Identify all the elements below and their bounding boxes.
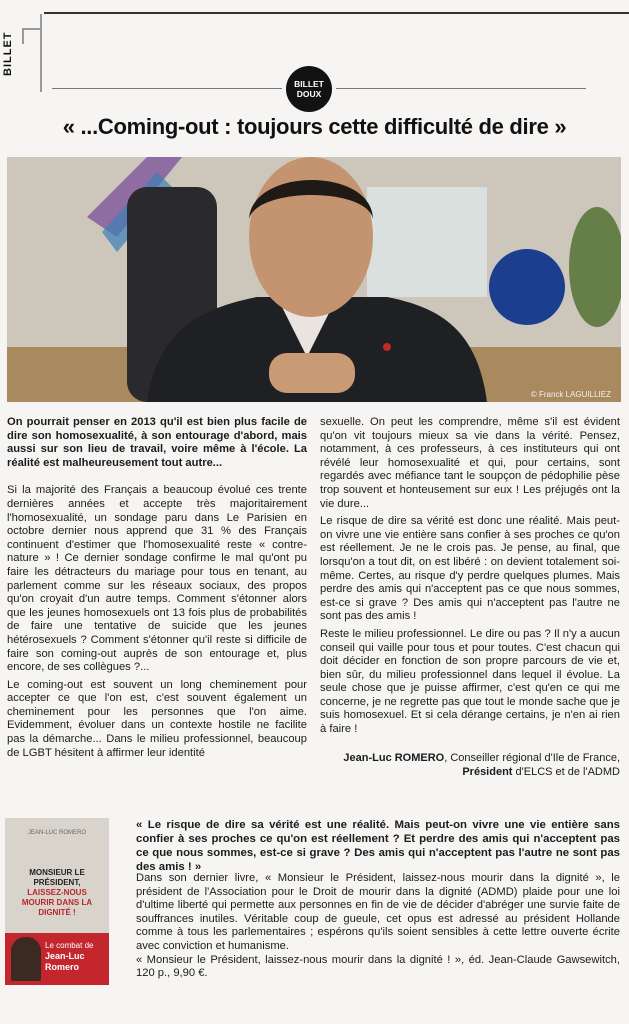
article-paragraph: Le risque de dire sa vérité est donc une réalité. Mais peut-on vivre une vie entière sans confier à ses proches ce qu'on est réellement. Je ne le crois pas. Je pense, au final, que lorsqu'on a tout dit, on est libéré : on devient totalement soi-même. Certes, au risque d'y perdre quelques plumes. Mais perdre des amis qui n'acceptent pas ce que nous sommes, est-ce si grave ? Des amis qui n'acceptent pas l'autre ne sont pas des amis ! [320,515,620,623]
portrait-photo [7,157,621,402]
article-right-column [320,416,620,779]
book-reference: « Monsieur le Président, laissez-nous mourir dans la dignité ! », éd. Jean-Claude Gawsewitch, 120 p., 9,90 €. [136,953,620,980]
pull-quote: « Le risque de dire sa vérité est une réalité. Mais peut-on vivre une vie entière sans confier à ses proches ce qu'on est réellement ? Et perdre des amis qui n'acceptent pas ce que nous sommes, est-ce si grave ? Des amis qui n'acceptent pas l'autre ne sont pas des amis ! » [136,819,620,873]
badge-line1: BILLET [294,79,324,89]
badge-rule-left [52,88,282,89]
signature-name: Jean-Luc ROMERO [343,751,445,764]
book-subtitle-line1: Le combat de [45,941,94,950]
section-label: BILLET [2,31,14,76]
article-left-column [7,416,307,764]
book-subtitle-line2: Jean-Luc Romero [45,951,85,972]
signature-orgs: d'ELCS et de l'ADMD [512,765,620,778]
section-tab-hook [22,28,42,44]
portrait-illustration [7,157,621,402]
article-lead: On pourrait penser en 2013 qu'il est bien plus facile de dire son homosexualité, à son entourage d'abord, mais aussi sur son lieu de travail, voire même à l'école. La réalité est malheureusement tout autre... [7,416,307,469]
signature-role: , Conseiller régional d'Ile de France, [444,751,620,764]
book-author-portrait [11,937,41,981]
badge-rule-right [336,88,586,89]
book-description-paragraph: Dans son dernier livre, « Monsieur le Président, laissez-nous mourir dans la dignité », le président de l'Association pour le Droit de mourir dans la dignité (ADMD) plaide pour une loi d'ultime liberté qui permette aux personnes en fin de vie de décider d'abréger une survie faite de souffrances inutiles. Véritable coup de gueule, cet opus est adressé au président Hollande comme à tous les parlementaires ; espérons qu'ils soient sensibles à cette lettre ouverte écrite avec conviction et humanisme. [136,872,620,952]
book-title-line1: MONSIEUR LE PRÉSIDENT, [29,868,85,887]
billet-doux-badge [286,66,332,112]
headline: « ...Coming-out : toujours cette difficulté de dire » [62,114,567,139]
section-tab [0,14,44,92]
article-paragraph: sexuelle. On peut les comprendre, même s'il est évident qu'on vit toujours mieux sa vie dans la vérité. Pensez, notamment, à ces professeurs, à ces instituteurs qui ont révélé leur homosexualité et qui, pour certains, sont regardés avec méfiance tant le soupçon de pédophilie pèse trop souvent et honteusement sur eux ! Les préjugés ont la vie dure... [320,416,620,510]
signature-president: Président [462,765,513,778]
article-paragraph: Si la majorité des Français a beaucoup évolué ces trente dernières années et accepte très majoritairement l'homosexualité, un sondage paru dans Le Parisien en octobre dernier nous apprend que 31 % des Français continuent d'estimer que l'homosexualité reste « contre-nature » ! Ce dernier sondage confirme le mal qu'ont pu faire les détracteurs du mariage pour tous en tenant, au parlement comme sur les réseaux sociaux, des propos qu'on croyait d'un autre temps. Comment s'étonner alors que les jeunes homosexuels ont 13 fois plus de probabilités de faire une tentative de suicide que les jeunes hétérosexuels ? Comment s'étonner qu'il reste si difficile de faire son coming-out auprès de son entourage et, plus encore, de ses collègues ?... [7,484,307,674]
article-paragraph: Le coming-out est souvent un long cheminement pour accepter ce que l'on est, c'est souvent également un cheminement pour les personnes que l'on aime. Evidemment, évoluer dans un contexte hostile ne facilite pas la démarche... Dans le milieu professionnel, beaucoup de LGBT hésitent à affirmer leur identité [7,678,307,759]
signature [320,751,620,779]
badge-line2: DOUX [296,89,322,99]
book-cover [5,818,109,985]
top-rule [44,12,629,14]
book-author: JEAN-LUC ROMERO [27,830,86,836]
book-description [136,872,620,981]
book-subtitle [45,941,109,973]
book-title-line2: LAISSEZ-NOUS MOURIR DANS LA DIGNITÉ ! [21,888,93,917]
photo-credit: © Franck LAGUILLIEZ [530,390,611,399]
book-title [13,868,101,918]
article-paragraph: Reste le milieu professionnel. Le dire ou pas ? Il n'y a aucun conseil qui vaille pour tous et pour toutes. C'est chacun qui doit décider en fonction de son propre parcours de vie et, bien sûr, du milieu professionnel dans lequel il évolue. La seule chose que je puisse affirmer, c'est qu'en ce qui me concerne, je ne regrette pas que tout le monde sache que je suis homosexuel. Et si cela dérange certains, je n'en ai rien à faire ! [320,627,620,736]
